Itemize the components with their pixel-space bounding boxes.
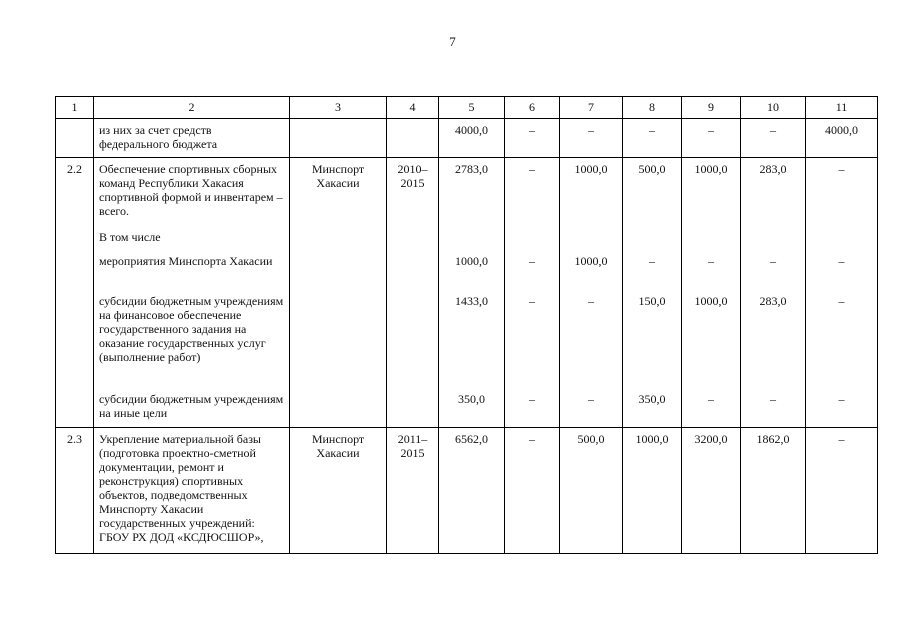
cell-value: 1000,0 [682, 290, 741, 388]
cell-value: – [806, 290, 878, 388]
table-row [56, 158, 878, 226]
row-number: 2.2 [56, 158, 94, 226]
page-number: 7 [449, 34, 456, 49]
row-years: 2010–2015 [387, 158, 439, 226]
row-years [387, 119, 439, 158]
table-header-row [56, 97, 878, 119]
cell-value: 3200,0 [682, 428, 741, 554]
table-row [56, 119, 878, 158]
cell-value: 283,0 [741, 290, 806, 388]
cell-value: – [505, 290, 560, 388]
row-description: мероприятия Минспорта Хакасии [94, 250, 290, 290]
row-number: 2.3 [56, 428, 94, 554]
column-header: 1 [56, 97, 94, 119]
cell-value: – [682, 250, 741, 290]
cell-value: – [623, 119, 682, 158]
cell-value: – [560, 290, 623, 388]
row-executor: Минспорт Хакасии [290, 428, 387, 554]
column-header: 7 [560, 97, 623, 119]
cell-value: 1000,0 [682, 158, 741, 226]
cell-value: – [806, 428, 878, 554]
table-row [56, 250, 878, 290]
cell-value: 350,0 [623, 388, 682, 428]
cell-value: – [505, 388, 560, 428]
cell-value: – [560, 388, 623, 428]
cell-value: – [505, 428, 560, 554]
column-header: 4 [387, 97, 439, 119]
cell-value: – [505, 119, 560, 158]
cell-value: 150,0 [623, 290, 682, 388]
cell-value: – [682, 119, 741, 158]
cell-value: 500,0 [623, 158, 682, 226]
cell-value: – [741, 119, 806, 158]
table-row [56, 428, 878, 554]
cell-value: 1000,0 [560, 158, 623, 226]
row-executor [290, 119, 387, 158]
cell-value: – [741, 388, 806, 428]
column-header: 3 [290, 97, 387, 119]
cell-value: 1000,0 [560, 250, 623, 290]
cell-value: – [505, 158, 560, 226]
cell-total: 1000,0 [439, 250, 505, 290]
row-executor: Минспорт Хакасии [290, 158, 387, 226]
program-table [55, 96, 878, 554]
cell-value: – [623, 250, 682, 290]
column-header: 9 [682, 97, 741, 119]
cell-value: 283,0 [741, 158, 806, 226]
column-header: 2 [94, 97, 290, 119]
cell-value: – [682, 388, 741, 428]
row-description: субсидии бюджетным учреждениям на финансовое обеспечение государственного задания на оказание государственных услуг (выполнение работ) [94, 290, 290, 388]
column-header: 11 [806, 97, 878, 119]
cell-value: – [806, 388, 878, 428]
table-row [56, 290, 878, 388]
row-description: Укрепление материальной базы (подготовка проектно-сметной документации, ремонт и реконструкция) спортивных объектов, подведомственных Минспорту Хакасии государственных учреждений: ГБОУ РХ ДОД «КСДЮСШОР», [94, 428, 290, 554]
cell-value: – [806, 250, 878, 290]
column-header: 5 [439, 97, 505, 119]
row-description: из них за счет средств федерального бюджета [94, 119, 290, 158]
cell-value: – [560, 119, 623, 158]
cell-value: 1862,0 [741, 428, 806, 554]
cell-total: 350,0 [439, 388, 505, 428]
cell-value: – [806, 158, 878, 226]
cell-total: 2783,0 [439, 158, 505, 226]
row-description: субсидии бюджетным учреждениям на иные цели [94, 388, 290, 428]
column-header: 6 [505, 97, 560, 119]
table-row [56, 388, 878, 428]
table-row [56, 226, 878, 250]
cell-value: 500,0 [560, 428, 623, 554]
cell-total: 6562,0 [439, 428, 505, 554]
row-number [56, 119, 94, 158]
cell-value: – [741, 250, 806, 290]
column-header: 8 [623, 97, 682, 119]
cell-value: 1000,0 [623, 428, 682, 554]
row-description: В том числе [94, 226, 290, 250]
cell-total: 4000,0 [439, 119, 505, 158]
row-description: Обеспечение спортивных сборных команд Республики Хакасия спортивной формой и инвентарем – всего. [94, 158, 290, 226]
column-header: 10 [741, 97, 806, 119]
cell-value: – [505, 250, 560, 290]
cell-total: 1433,0 [439, 290, 505, 388]
row-years: 2011–2015 [387, 428, 439, 554]
cell-value: 4000,0 [806, 119, 878, 158]
